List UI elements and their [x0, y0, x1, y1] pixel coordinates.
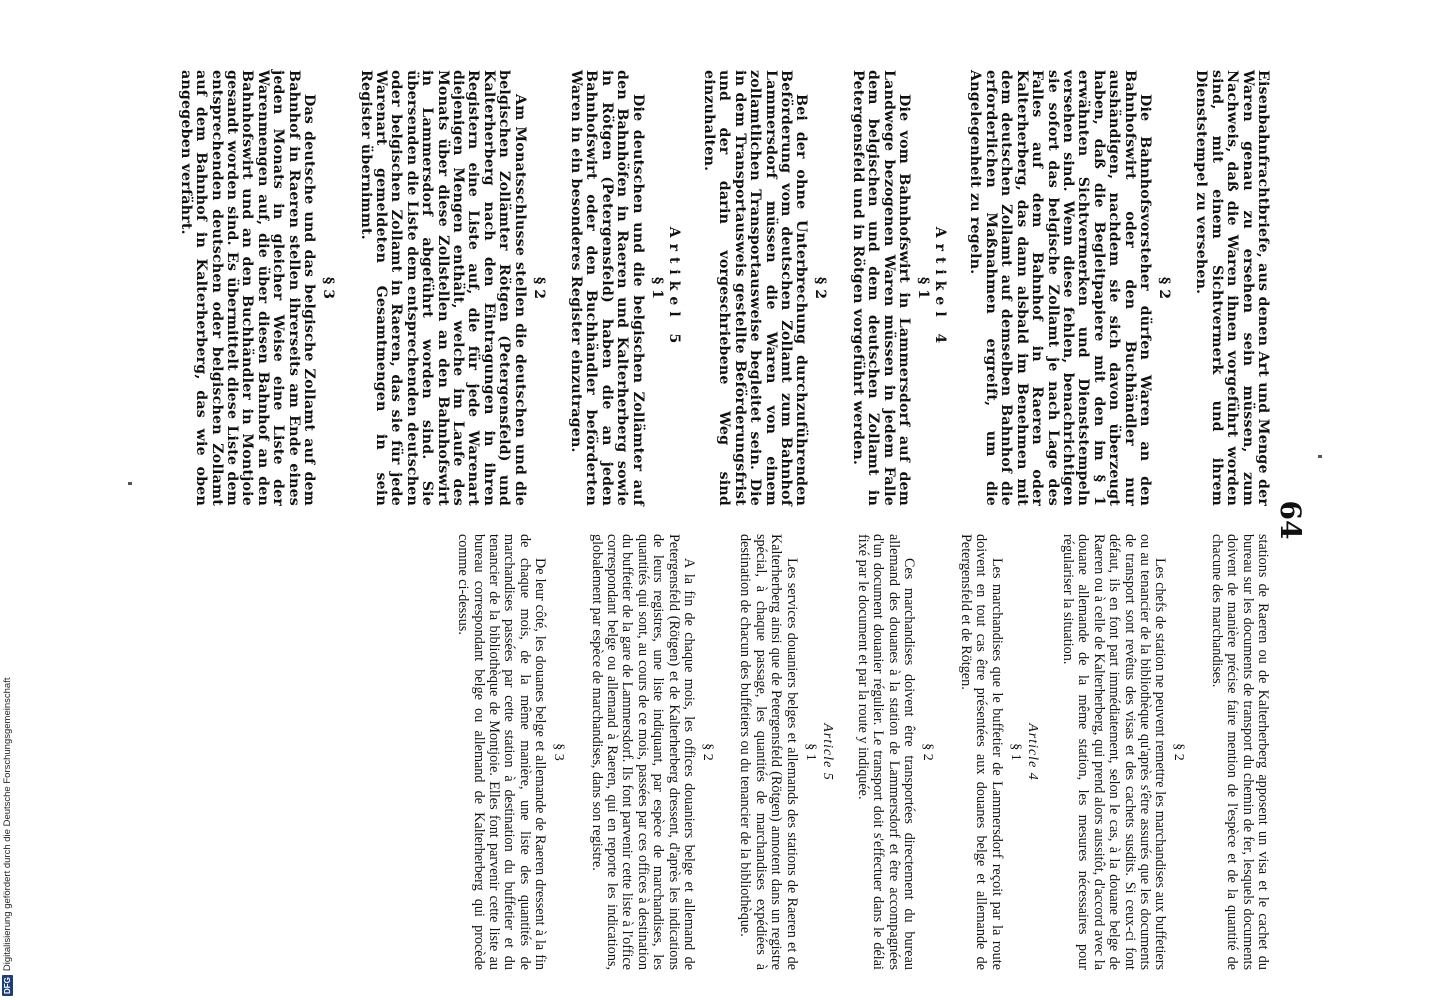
french-paragraph: De leur côté, les douanes belge et allemande de Raeren dressent à la fin de chaque mois, de la même manière, une liste des quantités de marchandises passées par cette station à destination du buffetier et du tenancier de la bibliothèque de Montjoie. Elles font parvenir cette liste au bureau correspondant belge ou allemand de Kalterherberg qui procède comme ci-dessus. [455, 534, 549, 970]
german-article-4-heading: Artikel 4 [932, 226, 949, 350]
german-column [120, 70, 1270, 506]
german-section-heading: § 1 [648, 277, 665, 299]
french-column [120, 534, 1270, 970]
french-article-5-heading: Article 5 [819, 723, 835, 781]
french-article-4-heading: Article 4 [1024, 723, 1040, 781]
french-section-heading: § 3 [551, 743, 567, 761]
french-paragraph: Les services douaniers belges et allemands des stations de Raeren et de Kalterherberg ainsi que de Petergensfeld (Rötgen) annotent dans un registre spécial, à chaque passage, les quantités de marchandises expédiées à destination de chacun des buffetiers ou du tenancier de la bibliothèque. [737, 534, 800, 970]
french-paragraph: Ces marchandises doivent être transportées directement du bureau allemand des douanes à la station de Lammersdorf et être accompagnées d'un document douanier régulier. Le transport doit s'effectuer dans le délai fixé par le document et par la route y indiquée. [855, 534, 918, 970]
german-paragraph: Die deutschen und die belgischen Zollämter auf den Bahnhöfen in Raeren und Kalterherberg sowie in Rötgen (Petergensfeld) haben die an jeden Bahnhofswirt oder den Buchhändler beförderten Waren in ein besonderes Register einzutragen. [568, 70, 646, 506]
german-section-heading: § 2 [1155, 277, 1172, 299]
french-section-heading: § 2 [700, 743, 716, 761]
german-paragraph: Das deutsche und das belgische Zollamt auf dem Bahnhof in Raeren stellen ihrerseits am Ende eines jeden Monats in gleicher Weise eine Liste der Warenmengen auf, die über diesen Bahnhof an den Bahnhofswirt und an den Buchhändler in Montjoie gesandt worden sind. Es übermittelt diese Liste dem entsprechenden deutschen oder belgischen Zollamt auf dem Bahnhof in Kalterherberg, das wie oben angegeben verfährt. [177, 70, 318, 506]
german-paragraph: Die Bahnhofsvorsteher dürfen Waren an den Bahnhofswirt oder den Buchhändler nur aushändigen, nachdem sie sich davon überzeugt haben, daß die Begleitpapiere mit den im § 1 erwähnten Sichtvermerken und Dienststempeln versehen sind. Wenn diese fehlen, benachrichtigen sie sofort das belgische Zollamt je nach Lage des Falles auf dem Bahnhof in Raeren oder Kalterherberg, das dann alsbald im Benehmen mit dem deutschen Zollamt auf demselben Bahnhof die erforderlichen Maßnahmen ergreift, um die Angelegenheit zu regeln. [967, 70, 1153, 506]
digitization-footer [0, 0, 20, 1000]
german-paragraph: Bei der ohne Unterbrechung durchzuführenden Beförderung vom deutschen Zollamt zum Bahnhof Lammersdorf müssen die Waren von einem zollamtlichen Transportausweise begleitet sein. Die in dem Transportausweis gestellte Beförderungsfrist und der darin vorgeschriebene Weg sind einzuhalten. [701, 70, 810, 506]
german-section-heading: § 2 [530, 277, 547, 299]
french-intro: stations de Raeren ou de Kalterherberg apposent un visa et le cachet du bureau sur les documents de transport du chemin de fer, lesquels documents doivent de manière précise faire mention de l'espèce et de la quantité de chacune des marchandises. [1208, 534, 1271, 970]
french-section-heading: § 1 [802, 743, 818, 761]
rotated-page-content [120, 70, 1310, 970]
german-intro: Eisenbahnfrachtbriefe, aus denen Art und Menge der Waren genau zu ersehen sein müssen, zum Nachweis, daß die Waren ihnen vorgeführt worden sind, mit einem Sichtvermerk und ihrem Dienststempel zu versehen. [1193, 70, 1271, 506]
german-paragraph: Die vom Bahnhofswirt in Lammersdorf auf dem Landwege bezogenen Waren müssen in jedem Falle dem belgischen und dem deutschen Zollamt in Petergensfeld und in Rötgen vorgeführt werden. [849, 70, 913, 506]
german-section-heading: § 1 [915, 277, 932, 299]
french-section-heading: § 2 [920, 743, 936, 761]
german-paragraph: Am Monatsschlusse stellen die deutschen und die belgischen Zollämter Rötgen (Petergensfeld) und Kalterherberg nach den Eintragungen in ihren Registern eine Liste auf, die für jede Warenart diejenigen Mengen enthält, welche im Laufe des Monats über diese Zollstellen an den Bahnhofswirt in Lammersdorf abgeführt worden sind. Sie übersenden die Liste dem entsprechenden deutschen oder belgischen Zollamt in Raeren, das sie für jede Warenart gemeldeten Gesamtmengen in sein Register übernimmt. [357, 70, 528, 506]
german-section-heading: § 2 [812, 277, 829, 299]
text-columns [120, 70, 1270, 970]
french-paragraph: Les chefs de station ne peuvent remettre les marchandises aux buffetiers ou au tenancier de la bibliothèque qu'après s'être assurés que les documents de transport sont revêtus des visas et des cachets susdits. Si ceux-ci font défaut, ils en font part immédiatement, selon le cas, à la douane belge de Raeren ou à celle de Kalterherberg, qui prend alors aussitôt, d'accord avec la douane allemande de la même station, les mesures nécessaires pour régulariser la situation. [1059, 534, 1169, 970]
german-section-heading: § 3 [320, 277, 337, 299]
french-paragraph: Les marchandises que le buffetier de Lammersdorf reçoit par la route doivent en tout cas être présentées aux douanes belge et allemande de Petergensfeld et de Rötgen. [957, 534, 1005, 970]
page-number: 64 [1274, 500, 1307, 540]
french-paragraph: A la fin de chaque mois, les offices douaniers belge et allemand de Petergensfeld (Rötgen) et de Kalterherberg dressent, d'après les indications de leurs registres, une liste indiquant, par espèce de marchandises, les quantités qui sont, au cours de ce mois, passées par ces offices à destination du buffetier de la gare de Lammersdorf. Ils font parvenir cette liste à l'office correspondant belge ou allemand à Raeren, qui en reporte les indications, globalement par espèce de marchandises, dans son registre. [588, 534, 698, 970]
french-section-heading: § 1 [1007, 743, 1023, 761]
footer-credit-text: Digitalisierung gefördert durch die Deutsche Forschungsgemeinschaft [2, 677, 13, 972]
dfg-logo: DFG [3, 977, 12, 994]
scan-speck [1318, 455, 1322, 458]
french-section-heading: § 2 [1171, 743, 1187, 761]
german-article-5-heading: Artikel 5 [665, 226, 682, 350]
